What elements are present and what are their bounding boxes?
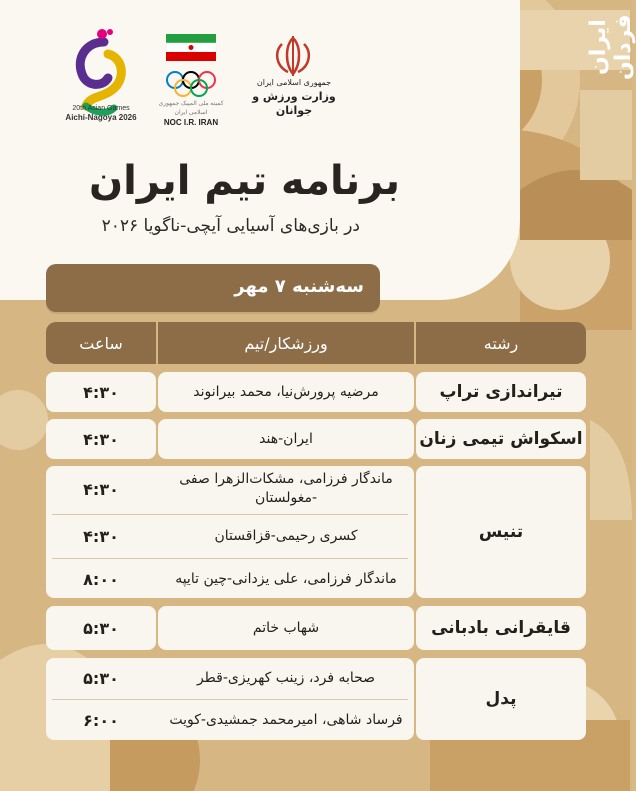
noc-english-name: NOC I.R. IRAN xyxy=(163,118,219,127)
noc-persian-name: کمیته ملی المپیک جمهوری اسلامی ایران xyxy=(158,101,224,116)
athlete-cell: صحابه فرد، زینب کهریزی-قطر xyxy=(196,669,376,686)
header-athlete: ورزشکار/تیم xyxy=(158,322,414,364)
time-cell: ۴:۳۰ xyxy=(83,479,119,499)
athlete-cell: ماندگار فرزامی، علی یزدانی-چین تایپه xyxy=(175,570,397,587)
header-time: ساعت xyxy=(46,322,156,364)
noc-iran-logo xyxy=(160,30,222,110)
ministry-caption xyxy=(244,76,344,118)
athlete-cell: مرضیه پرورش‌نیا، محمد بیرانوند xyxy=(158,372,414,412)
iran-emblem-icon xyxy=(270,34,316,78)
date-label: سه‌شنبه ۷ مهر xyxy=(234,276,364,297)
ministry-line2: وزارت ورزش و جوانان xyxy=(252,90,336,117)
time-cell: ۴:۳۰ xyxy=(46,419,156,459)
athlete-cell: ماندگار فرزامی، مشکات‌الزهرا صفی -مغولستان xyxy=(179,471,393,506)
row-divider xyxy=(52,514,408,515)
athlete-cell: شهاب خاتم xyxy=(158,606,414,650)
date-bar xyxy=(46,264,380,312)
ministry-line1: جمهوری اسلامی ایران xyxy=(256,78,332,87)
sport-cell: تیراندازی تراپ xyxy=(416,372,586,412)
time-cell: ۵:۳۰ xyxy=(46,606,156,650)
noc-caption xyxy=(150,100,232,127)
athlete-cell: فرساد شاهی، امیرمحمد جمشیدی-کویت xyxy=(169,711,403,728)
header-sport: رشته xyxy=(416,322,586,364)
page-subtitle: در بازی‌های آسیایی آیچی-ناگویا ۲۰۲۶ xyxy=(101,216,360,236)
asian-games-line2: Aichi-Nagoya 2026 xyxy=(65,113,137,122)
page-title: برنامه تیم ایران xyxy=(89,158,400,204)
time-cell: ۵:۳۰ xyxy=(83,668,119,688)
time-cell: ۴:۳۰ xyxy=(46,372,156,412)
row-divider xyxy=(52,558,408,559)
time-cell: ۶:۰۰ xyxy=(83,710,119,730)
asian-games-line1: 20th Asian Games xyxy=(72,105,130,112)
athlete-cell: ایران-هند xyxy=(158,419,414,459)
sport-cell: اسکواش تیمی زنان xyxy=(416,419,586,459)
time-cell: ۸:۰۰ xyxy=(83,569,119,589)
asian-games-caption xyxy=(48,104,154,122)
sport-cell: قایقرانی بادبانی xyxy=(416,606,586,650)
brand-watermark: ایران فردان xyxy=(586,14,636,80)
athlete-cell: کسری رحیمی-قزاقستان xyxy=(214,527,358,544)
sport-cell: پدل xyxy=(416,658,586,740)
time-cell: ۴:۳۰ xyxy=(83,526,119,546)
sport-cell: تنیس xyxy=(416,466,586,598)
